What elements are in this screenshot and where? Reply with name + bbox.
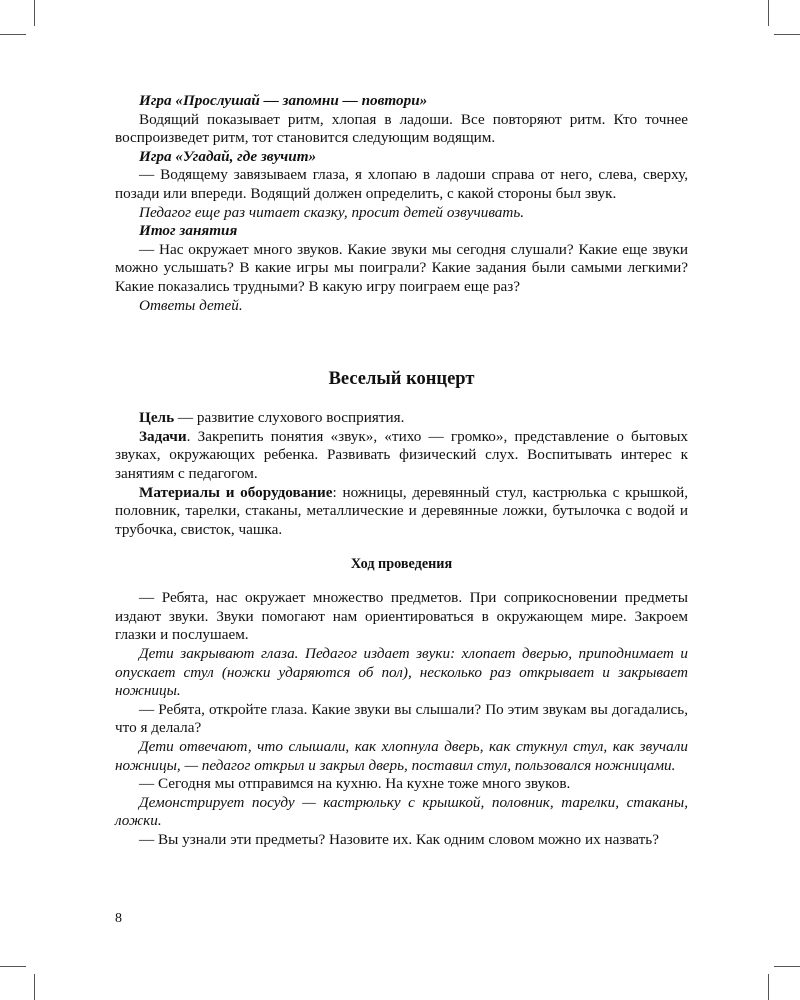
paragraph-italic: Дети закрывают глаза. Педагог издает звуки: хлопает дверью, приподнимает и опускает стул (ножки ударяются об пол), несколько раз открывает и закрывает ножницы.: [115, 645, 688, 700]
materials-label: Материалы и оборудование: [139, 483, 333, 501]
goal-label: Цель: [139, 409, 175, 427]
paragraph-italic: Дети отвечают, что слышали, как хлопнула дверь, как стукнул стул, как звучали ножницы, — педагог открыл и закрыл дверь, поставил стул, пользовался ножницами.: [115, 738, 688, 774]
block-lesson-process: [115, 589, 688, 849]
crop-mark-left-top: [0, 34, 26, 35]
crop-mark-top-right: [768, 0, 769, 26]
paragraph: — Ребята, нас окружает множество предметов. При соприкосновении предметы издают звуки. Звуки помогают нам ориентироваться в окружающем мире. Закроем глазки и послушаем.: [115, 589, 688, 644]
paragraph: — Водящему завязываем глаза, я хлопаю в ладоши справа от него, слева, сверху, позади или впереди. Водящий должен определить, с какой стороны был звук.: [115, 166, 688, 202]
page-number: 8: [115, 911, 122, 926]
paragraph-italic: Ответы детей.: [139, 296, 243, 314]
section-title: Ход проведения: [350, 556, 453, 573]
crop-mark-left-bottom: [0, 966, 26, 967]
goal-text: — развитие слухового восприятия.: [174, 409, 405, 427]
lesson-summary-title: Итог занятия: [139, 222, 238, 240]
materials-text: : ножницы, деревянный стул, кастрюлька с крышкой, половник, тарелки, стаканы, металлические и деревянные ложки, бутылочка с водой и трубочка, свисток, чашка.: [115, 483, 688, 538]
page-body: [115, 92, 688, 850]
paragraph: Водящий показывает ритм, хлопая в ладоши. Все повторяют ритм. Кто точнее воспроизведет ритм, тот становится следующим водящим.: [115, 110, 688, 147]
paragraph: — Нас окружает много звуков. Какие звуки мы сегодня слушали? Какие еще звуки можно услышать? В какие игры мы поиграли? Какие задания были самыми легкими? Какие показались трудными? В какую игру поиграем еще раз?: [115, 240, 688, 295]
tasks-paragraph: [115, 428, 688, 484]
paragraph: — Ребята, откройте глаза. Какие звуки вы слышали? По этим звукам вы догадались, что я делала?: [115, 700, 688, 737]
paragraph: — Вы узнали эти предметы? Назовите их. Как одним словом можно их назвать?: [139, 831, 659, 848]
crop-mark-right-bottom: [774, 966, 800, 967]
crop-mark-right-top: [774, 34, 800, 35]
game-title-listen-remember: Игра «Прослушай — запомни — повтори»: [139, 92, 428, 109]
goal-paragraph: [115, 409, 688, 428]
materials-paragraph: [115, 484, 688, 540]
block-previous-lesson: [115, 92, 688, 315]
tasks-label: Задачи: [139, 427, 187, 445]
crop-mark-bottom-left: [34, 974, 35, 1000]
paragraph-italic: Педагог еще раз читает сказку, просит детей озвучивать.: [139, 203, 525, 221]
paragraph: — Сегодня мы отправимся на кухню. На кухне тоже много звуков.: [139, 775, 571, 793]
paragraph-italic: Демонстрирует посуду — кастрюльку с крышкой, половник, тарелки, стаканы, ложки.: [115, 793, 688, 830]
lesson-title: Веселый концерт: [328, 369, 475, 390]
crop-mark-top-left: [34, 0, 35, 26]
crop-mark-bottom-right: [768, 974, 769, 1000]
tasks-text: . Закрепить понятия «звук», «тихо — громко», представление о бытовых звуках, окружающих ребенка. Развивать физический слух. Воспитывать интерес к занятиям с педагогом.: [115, 427, 688, 482]
game-title-guess-where: Игра «Угадай, где звучит»: [139, 147, 317, 165]
